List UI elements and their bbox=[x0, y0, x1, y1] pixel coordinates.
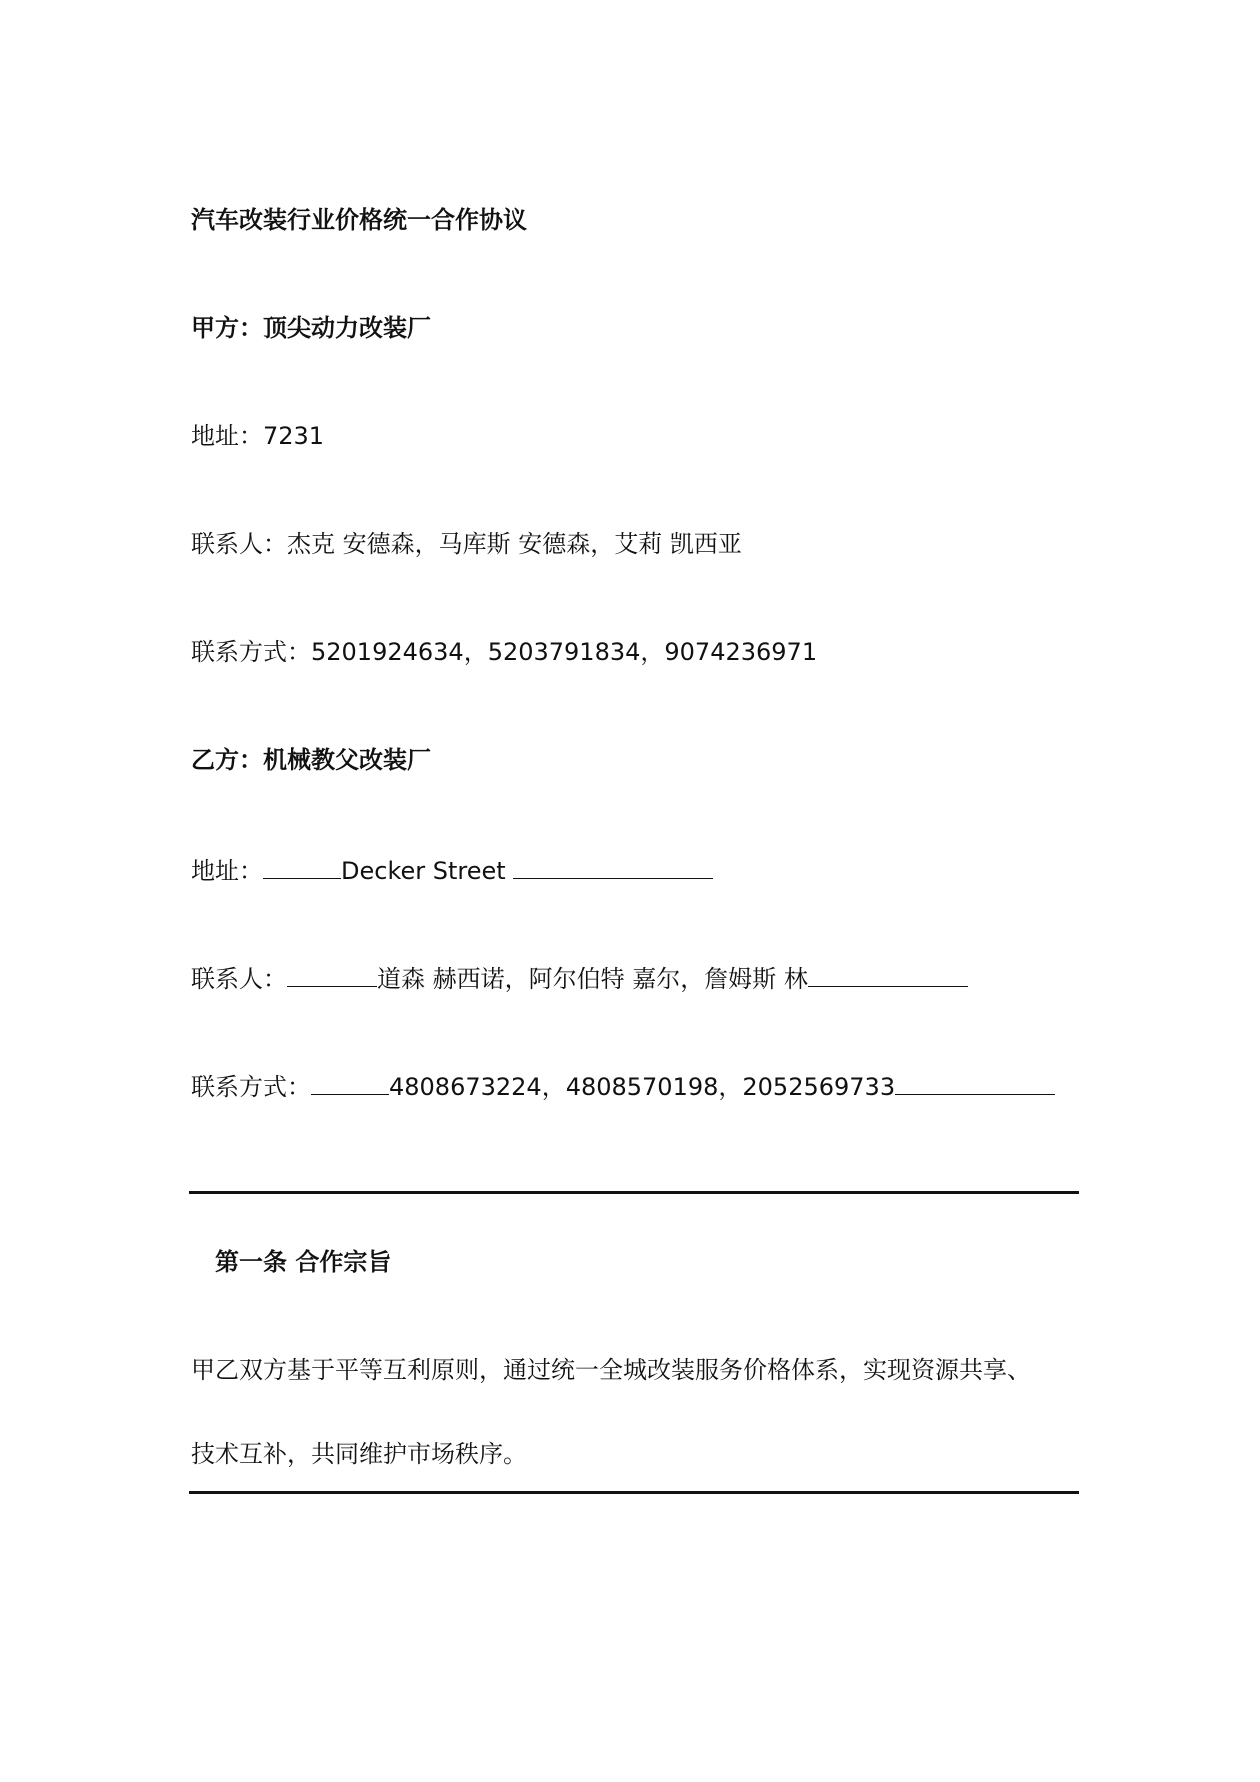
party-b-contacts-label: 联系人： bbox=[191, 965, 287, 993]
party-a-heading: 甲方：顶尖动力改装厂 bbox=[191, 314, 431, 342]
party-b-phones-value: 4808673224，4808570198，2052569733 bbox=[389, 1073, 896, 1101]
article-1-body-line-2: 技术互补，共同维护市场秩序。 bbox=[191, 1440, 527, 1468]
party-b-contacts bbox=[191, 960, 968, 995]
party-a-phones-label: 联系方式： bbox=[191, 638, 311, 666]
fill-blank-line bbox=[808, 960, 968, 987]
party-a-contacts-value: 杰克 安德森，马库斯 安德森，艾莉 凯西亚 bbox=[287, 530, 742, 558]
document-title: 汽车改装行业价格统一合作协议 bbox=[191, 206, 527, 234]
party-b-phones bbox=[191, 1068, 1055, 1103]
party-a-address bbox=[191, 420, 324, 452]
section-divider-bottom bbox=[189, 1491, 1079, 1494]
party-a-address-label: 地址： bbox=[191, 422, 263, 450]
party-a-contacts bbox=[191, 528, 742, 560]
party-b-heading: 乙方：机械教父改装厂 bbox=[191, 746, 431, 774]
party-a-phones bbox=[191, 636, 817, 668]
fill-blank-line bbox=[287, 960, 377, 987]
fill-blank-line bbox=[895, 1068, 1055, 1095]
fill-blank-line bbox=[311, 1068, 389, 1095]
party-a-contacts-label: 联系人： bbox=[191, 530, 287, 558]
party-b-address-label: 地址： bbox=[191, 857, 263, 885]
party-b-contacts-value: 道森 赫西诺，阿尔伯特 嘉尔，詹姆斯 林 bbox=[377, 965, 808, 993]
party-a-address-value: 7231 bbox=[263, 422, 325, 450]
section-divider-top bbox=[189, 1191, 1079, 1194]
article-1-body-line-1: 甲乙双方基于平等互利原则，通过统一全城改装服务价格体系，实现资源共享、 bbox=[191, 1356, 1031, 1384]
party-b-address-value: Decker Street bbox=[341, 857, 514, 885]
party-b-address bbox=[191, 852, 713, 887]
article-1-heading: 第一条 合作宗旨 bbox=[215, 1248, 392, 1276]
fill-blank-line bbox=[263, 852, 341, 879]
fill-blank-line bbox=[513, 852, 713, 879]
party-b-phones-label: 联系方式： bbox=[191, 1073, 311, 1101]
party-a-phones-value: 5201924634，5203791834，9074236971 bbox=[311, 638, 818, 666]
